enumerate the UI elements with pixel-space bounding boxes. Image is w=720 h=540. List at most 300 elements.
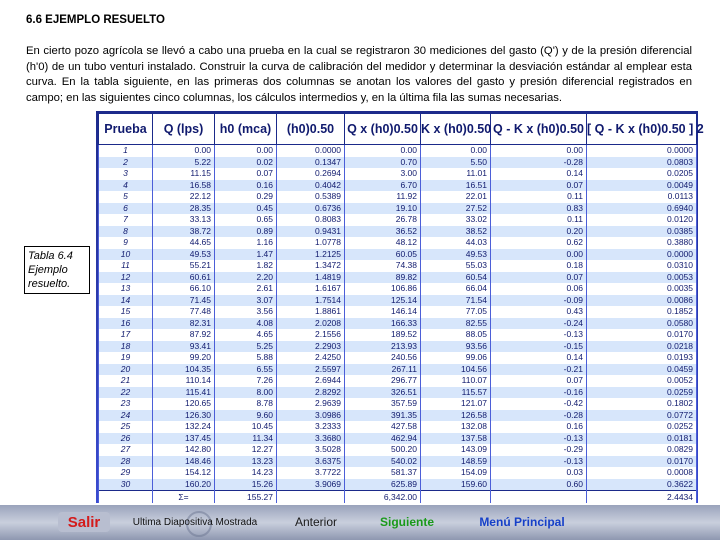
table-cell: 0.0008 — [587, 467, 697, 479]
table-cell: 0.00 — [421, 145, 491, 157]
table-cell: 30 — [99, 479, 153, 491]
table-cell: 16.51 — [421, 180, 491, 192]
table-cell: 581.37 — [345, 467, 421, 479]
table-row — [99, 226, 697, 238]
table-cell: 22 — [99, 387, 153, 399]
header-h0: h0 (mca) — [215, 114, 277, 145]
table-cell: 3.6375 — [277, 456, 345, 468]
table-cell: 14 — [99, 295, 153, 307]
table-cell: 159.60 — [421, 479, 491, 491]
sum-cell — [421, 491, 491, 504]
table-cell: 2.4250 — [277, 352, 345, 364]
table-cell: 49.53 — [153, 249, 215, 261]
next-button[interactable]: Siguiente — [379, 515, 434, 529]
table-row — [99, 387, 697, 399]
table-cell: 6 — [99, 203, 153, 215]
table-cell: 19.10 — [345, 203, 421, 215]
table-cell: 296.77 — [345, 375, 421, 387]
table-cell: 0.83 — [491, 203, 587, 215]
navigation-bar — [0, 505, 720, 540]
table-row — [99, 203, 697, 215]
table-cell: -0.09 — [491, 295, 587, 307]
table-cell: 2.1556 — [277, 329, 345, 341]
table-cell: 0.0459 — [587, 364, 697, 376]
table-cell: 0.0310 — [587, 260, 697, 272]
table-cell: 0.0803 — [587, 157, 697, 169]
header-sqrt-h0: (h0)0.50 — [277, 114, 345, 145]
table-cell: 115.41 — [153, 387, 215, 399]
table-cell: 25 — [99, 421, 153, 433]
table-cell: 154.09 — [421, 467, 491, 479]
table-cell: 121.07 — [421, 398, 491, 410]
table-cell: 0.8083 — [277, 214, 345, 226]
table-cell: 267.11 — [345, 364, 421, 376]
table-cell: 22.01 — [421, 191, 491, 203]
table-cell: 0.3622 — [587, 479, 697, 491]
table-cell: 9.60 — [215, 410, 277, 422]
table-cell: 0.00 — [153, 145, 215, 157]
table-cell: 0.0000 — [587, 145, 697, 157]
table-cell: 1.7514 — [277, 295, 345, 307]
table-cell: 12 — [99, 272, 153, 284]
table-cell: 0.6940 — [587, 203, 697, 215]
table-cell: 77.05 — [421, 306, 491, 318]
table-cell: 4.65 — [215, 329, 277, 341]
table-cell: 60.54 — [421, 272, 491, 284]
table-cell: 1.47 — [215, 249, 277, 261]
table-cell: 26 — [99, 433, 153, 445]
header-k-x-sqrt-h0: K x (h0)0.50 — [421, 114, 491, 145]
table-cell: 22.12 — [153, 191, 215, 203]
table-cell: 391.35 — [345, 410, 421, 422]
table-cell: 0.0170 — [587, 329, 697, 341]
table-cell: 17 — [99, 329, 153, 341]
table-cell: 66.10 — [153, 283, 215, 295]
table-cell: 0.16 — [491, 421, 587, 433]
table-cell: 146.14 — [345, 306, 421, 318]
table-cell: 4 — [99, 180, 153, 192]
table-cell: 166.33 — [345, 318, 421, 330]
table-cell: 3.7722 — [277, 467, 345, 479]
table-cell: 0.0113 — [587, 191, 697, 203]
table-cell: 0.03 — [491, 467, 587, 479]
table-cell: 18 — [99, 341, 153, 353]
table-cell: 0.6736 — [277, 203, 345, 215]
table-cell: 0.0772 — [587, 410, 697, 422]
table-cell: 26.78 — [345, 214, 421, 226]
table-cell: 1.8861 — [277, 306, 345, 318]
table-cell: 0.0829 — [587, 444, 697, 456]
table-cell: 33.13 — [153, 214, 215, 226]
table-cell: 0.0193 — [587, 352, 697, 364]
table-cell: 1.6167 — [277, 283, 345, 295]
table-row — [99, 456, 697, 468]
table-cell: 44.03 — [421, 237, 491, 249]
table-cell: 104.56 — [421, 364, 491, 376]
table-cell: 2.20 — [215, 272, 277, 284]
table-cell: 7.26 — [215, 375, 277, 387]
caption-line-3: resuelto. — [28, 278, 71, 290]
table-cell: 104.35 — [153, 364, 215, 376]
table-cell: -0.13 — [491, 456, 587, 468]
table-cell: 0.0000 — [587, 249, 697, 261]
table-row — [99, 398, 697, 410]
table-cell: 0.62 — [491, 237, 587, 249]
table-cell: 11.34 — [215, 433, 277, 445]
table-cell: 0.45 — [215, 203, 277, 215]
table-row — [99, 444, 697, 456]
sum-cell — [277, 491, 345, 504]
table-cell: 0.4042 — [277, 180, 345, 192]
table-cell: 3.56 — [215, 306, 277, 318]
table-cell: 3.5028 — [277, 444, 345, 456]
sum-row — [99, 491, 697, 504]
table-cell: 27 — [99, 444, 153, 456]
caption-line-2: Ejemplo — [28, 264, 68, 276]
table-cell: 0.65 — [215, 214, 277, 226]
table-cell: 99.20 — [153, 352, 215, 364]
table-cell: 5.50 — [421, 157, 491, 169]
table-cell: -0.13 — [491, 433, 587, 445]
table-cell: 9 — [99, 237, 153, 249]
page-heading: 6.6 EJEMPLO RESUELTO — [26, 14, 165, 26]
table-cell: 0.00 — [491, 249, 587, 261]
table-cell: 1.16 — [215, 237, 277, 249]
table-cell: 1.82 — [215, 260, 277, 272]
table-caption — [24, 246, 90, 294]
table-cell: 0.0053 — [587, 272, 697, 284]
table-row — [99, 237, 697, 249]
table-cell: 23 — [99, 398, 153, 410]
table-cell: 49.53 — [421, 249, 491, 261]
table-cell: 115.57 — [421, 387, 491, 399]
table-row — [99, 341, 697, 353]
table-cell: 1.0778 — [277, 237, 345, 249]
table-cell: 240.56 — [345, 352, 421, 364]
table-cell: 0.02 — [215, 157, 277, 169]
table-row — [99, 467, 697, 479]
table-cell: 0.89 — [215, 226, 277, 238]
sum-cell: Σ= — [153, 491, 215, 504]
table-row — [99, 249, 697, 261]
table-cell: 29 — [99, 467, 153, 479]
table-cell: 0.0218 — [587, 341, 697, 353]
header-residual-squared: [ Q - K x (h0)0.50 ] 2 — [587, 114, 697, 145]
table-cell: 21 — [99, 375, 153, 387]
table-cell: 3.3680 — [277, 433, 345, 445]
table-cell: 106.86 — [345, 283, 421, 295]
table-cell: 82.55 — [421, 318, 491, 330]
table-cell: 2.6944 — [277, 375, 345, 387]
table-row — [99, 318, 697, 330]
table-cell: 110.14 — [153, 375, 215, 387]
sum-cell — [99, 491, 153, 504]
table-cell: 0.0205 — [587, 168, 697, 180]
table-row — [99, 410, 697, 422]
table-frame — [96, 111, 704, 503]
sum-cell: 155.27 — [215, 491, 277, 504]
table-cell: 0.29 — [215, 191, 277, 203]
table-cell: 625.89 — [345, 479, 421, 491]
table-cell: 110.07 — [421, 375, 491, 387]
table-cell: 0.0049 — [587, 180, 697, 192]
table-cell: 0.11 — [491, 214, 587, 226]
table-cell: 66.04 — [421, 283, 491, 295]
table-cell: 11.01 — [421, 168, 491, 180]
table-cell: 0.00 — [491, 145, 587, 157]
table-cell: 0.9431 — [277, 226, 345, 238]
table-cell: 0.07 — [491, 375, 587, 387]
table-cell: 8.78 — [215, 398, 277, 410]
table-cell: 16.58 — [153, 180, 215, 192]
table-cell: 0.0170 — [587, 456, 697, 468]
table-cell: 137.45 — [153, 433, 215, 445]
table-cell: 0.43 — [491, 306, 587, 318]
table-cell: 36.52 — [345, 226, 421, 238]
table-cell: 0.0385 — [587, 226, 697, 238]
table-row — [99, 283, 697, 295]
table-cell: 60.05 — [345, 249, 421, 261]
table-cell: 125.14 — [345, 295, 421, 307]
table-cell: 13.23 — [215, 456, 277, 468]
sum-cell: 6,342.00 — [345, 491, 421, 504]
table-cell: 55.03 — [421, 260, 491, 272]
table-cell: 2.5597 — [277, 364, 345, 376]
table-cell: 71.45 — [153, 295, 215, 307]
table-cell: 148.46 — [153, 456, 215, 468]
table-cell: 71.54 — [421, 295, 491, 307]
table-cell: -0.29 — [491, 444, 587, 456]
table-cell: -0.21 — [491, 364, 587, 376]
table-cell: 500.20 — [345, 444, 421, 456]
table-body — [99, 145, 697, 504]
table-cell: 326.51 — [345, 387, 421, 399]
table-cell: 0.18 — [491, 260, 587, 272]
table-cell: 0.07 — [491, 180, 587, 192]
table-cell: 10.45 — [215, 421, 277, 433]
intro-paragraph: En cierto pozo agrícola se llevó a cabo una prueba en la cual se registraron 30 mediciones del gasto (Q') y de la presión diferencial (h'0) de un tubo venturi instalado. Construir la curva de calibración del medidor y determinar la desviación estándar al emplear esta curva. En la tabla siguiente, en las primeras dos columnas se anotan los valores del gasto y presión diferencial registrados en campo; en las siguientes cinco columnas, los cálculos intermedios y, en la última fila las sumas necesarias. — [26, 45, 692, 104]
table-cell: 48.12 — [345, 237, 421, 249]
table-cell: 137.58 — [421, 433, 491, 445]
table-cell: 15 — [99, 306, 153, 318]
table-cell: 12.27 — [215, 444, 277, 456]
table-cell: 462.94 — [345, 433, 421, 445]
table-cell: 2.8292 — [277, 387, 345, 399]
table-cell: 0.16 — [215, 180, 277, 192]
table-cell: 0.07 — [215, 168, 277, 180]
table-cell: 11.92 — [345, 191, 421, 203]
table-cell: 0.1802 — [587, 398, 697, 410]
table-cell: 1.2125 — [277, 249, 345, 261]
table-cell: 77.48 — [153, 306, 215, 318]
table-cell: 3.9069 — [277, 479, 345, 491]
table-row — [99, 306, 697, 318]
table-cell: 10 — [99, 249, 153, 261]
table-row — [99, 168, 697, 180]
table-cell: 6.55 — [215, 364, 277, 376]
table-cell: 28.35 — [153, 203, 215, 215]
table-cell: 38.52 — [421, 226, 491, 238]
table-cell: 60.61 — [153, 272, 215, 284]
results-table — [98, 113, 704, 503]
table-cell: 0.07 — [491, 272, 587, 284]
table-cell: 5 — [99, 191, 153, 203]
table-cell: 213.93 — [345, 341, 421, 353]
table-row — [99, 260, 697, 272]
table-cell: 2.9639 — [277, 398, 345, 410]
table-cell: 0.1347 — [277, 157, 345, 169]
table-cell: 0.2694 — [277, 168, 345, 180]
table-cell: 15.26 — [215, 479, 277, 491]
table-cell: 33.02 — [421, 214, 491, 226]
table-cell: 14.23 — [215, 467, 277, 479]
table-cell: 132.24 — [153, 421, 215, 433]
table-cell: 3.00 — [345, 168, 421, 180]
table-cell: 11 — [99, 260, 153, 272]
table-cell: 0.0252 — [587, 421, 697, 433]
table-cell: 0.0259 — [587, 387, 697, 399]
table-cell: 1 — [99, 145, 153, 157]
table-cell: 357.59 — [345, 398, 421, 410]
table-cell: 0.06 — [491, 283, 587, 295]
table-cell: 93.56 — [421, 341, 491, 353]
table-row — [99, 295, 697, 307]
table-row — [99, 191, 697, 203]
table-row — [99, 433, 697, 445]
table-cell: -0.16 — [491, 387, 587, 399]
exit-button[interactable]: Salir — [58, 512, 110, 532]
table-cell: 0.14 — [491, 352, 587, 364]
last-slide-button[interactable]: Ultima Diapositiva Mostrada — [132, 516, 258, 528]
table-cell: -0.13 — [491, 329, 587, 341]
table-cell: 3.0986 — [277, 410, 345, 422]
table-cell: 0.0052 — [587, 375, 697, 387]
table-cell: 87.92 — [153, 329, 215, 341]
table-row — [99, 214, 697, 226]
table-cell: 8 — [99, 226, 153, 238]
table-row — [99, 352, 697, 364]
table-cell: 126.58 — [421, 410, 491, 422]
table-cell: 28 — [99, 456, 153, 468]
table-cell: 0.0086 — [587, 295, 697, 307]
table-cell: 38.72 — [153, 226, 215, 238]
table-cell: 0.60 — [491, 479, 587, 491]
table-cell: 540.02 — [345, 456, 421, 468]
table-cell: 0.0580 — [587, 318, 697, 330]
table-cell: 0.3880 — [587, 237, 697, 249]
table-cell: 20 — [99, 364, 153, 376]
table-cell: 8.00 — [215, 387, 277, 399]
table-row — [99, 329, 697, 341]
table-cell: 24 — [99, 410, 153, 422]
table-cell: 0.20 — [491, 226, 587, 238]
table-cell: 0.5389 — [277, 191, 345, 203]
table-cell: 0.1852 — [587, 306, 697, 318]
table-cell: 427.58 — [345, 421, 421, 433]
table-row — [99, 272, 697, 284]
table-row — [99, 157, 697, 169]
header-prueba: Prueba — [99, 114, 153, 145]
table-cell: 1.4819 — [277, 272, 345, 284]
table-cell: 0.70 — [345, 157, 421, 169]
table-cell: 55.21 — [153, 260, 215, 272]
table-cell: 5.22 — [153, 157, 215, 169]
header-q-x-sqrt-h0: Q x (h0)0.50 — [345, 114, 421, 145]
table-cell: -0.42 — [491, 398, 587, 410]
table-cell: 132.08 — [421, 421, 491, 433]
table-cell: 2 — [99, 157, 153, 169]
table-cell: 189.52 — [345, 329, 421, 341]
table-cell: 3.07 — [215, 295, 277, 307]
table-row — [99, 145, 697, 157]
table-cell: 99.06 — [421, 352, 491, 364]
table-cell: 74.38 — [345, 260, 421, 272]
table-cell: 27.52 — [421, 203, 491, 215]
previous-button[interactable]: Anterior — [294, 515, 338, 529]
table-cell: 5.25 — [215, 341, 277, 353]
table-cell: 120.65 — [153, 398, 215, 410]
table-cell: 0.0181 — [587, 433, 697, 445]
table-cell: -0.28 — [491, 157, 587, 169]
table-cell: 2.0208 — [277, 318, 345, 330]
table-cell: -0.24 — [491, 318, 587, 330]
table-cell: 7 — [99, 214, 153, 226]
table-cell: 0.0035 — [587, 283, 697, 295]
table-cell: 148.59 — [421, 456, 491, 468]
table-cell: 89.82 — [345, 272, 421, 284]
table-cell: 0.0000 — [277, 145, 345, 157]
sum-cell: 2.4434 — [587, 491, 697, 504]
table-cell: 0.11 — [491, 191, 587, 203]
table-cell: 160.20 — [153, 479, 215, 491]
table-cell: 3 — [99, 168, 153, 180]
table-cell: 2.61 — [215, 283, 277, 295]
table-cell: 0.14 — [491, 168, 587, 180]
table-cell: 143.09 — [421, 444, 491, 456]
table-cell: 82.31 — [153, 318, 215, 330]
table-cell: -0.15 — [491, 341, 587, 353]
table-cell: 16 — [99, 318, 153, 330]
sum-cell — [491, 491, 587, 504]
header-q: Q (lps) — [153, 114, 215, 145]
table-cell: 4.08 — [215, 318, 277, 330]
table-row — [99, 479, 697, 491]
table-cell: 1.3472 — [277, 260, 345, 272]
caption-line-1: Tabla 6.4 — [28, 250, 73, 262]
table-cell: 142.80 — [153, 444, 215, 456]
table-cell: 154.12 — [153, 467, 215, 479]
table-cell: 19 — [99, 352, 153, 364]
table-cell: 5.88 — [215, 352, 277, 364]
table-header-row — [99, 114, 697, 145]
table-cell: 44.65 — [153, 237, 215, 249]
table-cell: 0.00 — [345, 145, 421, 157]
table-cell: 93.41 — [153, 341, 215, 353]
table-row — [99, 364, 697, 376]
table-cell: 126.30 — [153, 410, 215, 422]
table-cell: -0.28 — [491, 410, 587, 422]
table-cell: 2.2903 — [277, 341, 345, 353]
table-cell: 11.15 — [153, 168, 215, 180]
table-row — [99, 375, 697, 387]
table-cell: 3.2333 — [277, 421, 345, 433]
table-cell: 0.0120 — [587, 214, 697, 226]
table-row — [99, 421, 697, 433]
table-cell: 0.00 — [215, 145, 277, 157]
main-menu-button[interactable]: Menú Principal — [479, 515, 565, 529]
table-row — [99, 180, 697, 192]
table-cell: 88.05 — [421, 329, 491, 341]
